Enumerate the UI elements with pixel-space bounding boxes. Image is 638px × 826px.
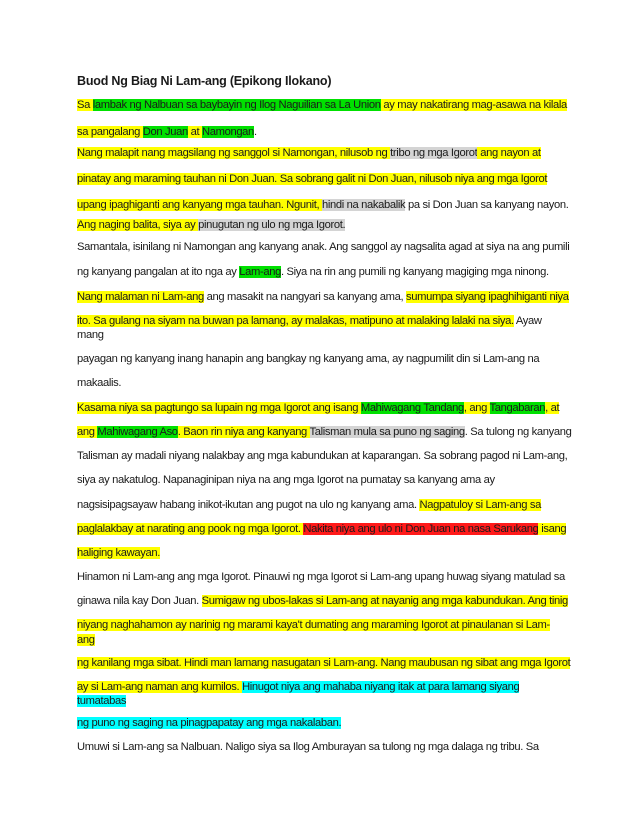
highlight-cyan-segment: ng puno ng saging na pinagpapatay ang mga nakalaban.: [77, 717, 342, 729]
plain-text-segment: Talisman ay madali niyang nalakbay ang mga kabundukan at kaparangan. Sa sobrang pagod ni Lam-ang,: [77, 450, 568, 462]
plain-text-segment: Umuwi si Lam-ang sa Nalbuan. Naligo siya sa Ilog Amburayan sa tulong ng mga dalaga ng tribu. Sa: [77, 741, 539, 753]
highlight-green-segment: Mahiwagang Tandang: [360, 402, 464, 414]
highlight-green-segment: lambak ng Nalbuan sa baybayin ng Ilog Naguilian sa La Union: [92, 99, 381, 111]
highlight-yellow-segment: Kasama niya sa pagtungo sa lupain ng mga Igorot ang isang: [77, 402, 361, 414]
text-line: [77, 522, 566, 536]
text-line: [77, 352, 539, 366]
highlight-yellow-segment: ang nayon at: [477, 147, 541, 159]
text-line: [77, 716, 341, 730]
text-line: [77, 740, 539, 754]
highlight-yellow-segment: at: [187, 126, 202, 138]
text-line: [77, 694, 126, 708]
text-line: [77, 146, 541, 160]
highlight-yellow-segment: haliging kawayan.: [77, 547, 160, 559]
plain-text-segment: makaalis.: [77, 377, 122, 389]
plain-text-segment: ng kanyang pangalan at ito nga ay: [77, 266, 240, 278]
highlight-yellow-segment: upang ipaghiganti ang kanyang mga tauhan. Ngunit,: [77, 199, 322, 211]
highlight-gray-segment: pinugutan ng ulo ng mga Igorot.: [198, 219, 346, 231]
highlight-yellow-segment: Sa: [77, 99, 93, 111]
highlight-yellow-segment: Nang malaman ni Lam-ang: [77, 291, 204, 303]
text-line: [77, 633, 95, 647]
text-line: [77, 218, 345, 232]
text-line: [77, 449, 567, 463]
plain-text-segment: Samantala, isinilang ni Namongan ang kanyang anak. Ang sanggol ay nagsalita agad at siya na ang pumili: [77, 241, 570, 253]
highlight-yellow-segment: Sumigaw ng ubos-lakas si Lam-ang at nayanig ang mga kabundukan. Ang tinig: [201, 595, 568, 607]
text-line: [77, 680, 519, 694]
highlight-green-segment: Don Juan: [142, 126, 188, 138]
text-line: [77, 240, 569, 254]
plain-text-segment: pa si Don Juan sa kanyang nayon.: [405, 199, 569, 211]
highlight-yellow-segment: , at: [545, 402, 560, 414]
plain-text-segment: .: [253, 126, 257, 138]
plain-text-segment: nagsisipagsayaw habang inikot-ikutan ang pugot na ulo ng kanyang ama.: [77, 499, 420, 511]
plain-text-segment: ginawa nila kay Don Juan.: [77, 595, 202, 607]
text-line: [77, 376, 121, 390]
text-line: [77, 425, 571, 439]
highlight-yellow-segment: pinatay ang maraming tauhan ni Don Juan. Sa sobrang galit ni Don Juan, nilusob niya ang mga Igorot: [77, 173, 548, 185]
highlight-yellow-segment: Nagpatuloy si Lam-ang sa: [419, 499, 542, 511]
highlight-yellow-segment: Nang malapit nang magsilang ng sanggol si Namongan, nilusob ng: [77, 147, 391, 159]
plain-text-segment: payagan ng kanyang inang hanapin ang bangkay ng kanyang ama, ay nagpumilit din si Lam-ang na: [77, 353, 540, 365]
text-line: [77, 570, 565, 584]
text-line: [77, 328, 104, 342]
highlight-red-segment: Nakita niya ang ulo ni Don Juan na nasa Sarukang: [303, 523, 539, 535]
text-line: [77, 546, 160, 560]
text-line: [77, 618, 550, 632]
highlight-green-segment: Lam-ang: [239, 266, 281, 278]
text-line: [77, 473, 495, 487]
highlight-gray-segment: Talisman mula sa puno ng saging: [309, 426, 465, 438]
highlight-yellow-segment: paglalakbay at narating ang pook ng mga Igorot.: [77, 523, 304, 535]
text-line: [77, 98, 567, 112]
highlight-yellow-segment: ito. Sa gulang na siyam na buwan pa lamang, ay malakas, matipuno at malaking lalaki na siya.: [77, 315, 514, 327]
highlight-green-segment: Tangabaran: [489, 402, 546, 414]
highlight-yellow-segment: sumumpa siyang ipaghihiganti niya: [405, 291, 569, 303]
plain-text-segment: Hinamon ni Lam-ang ang mga Igorot. Pinauwi ng mga Igorot si Lam-ang upang huwag siyang matulad sa: [77, 571, 565, 583]
highlight-cyan-segment: tumatabas: [77, 695, 127, 707]
highlight-yellow-segment: . Baon rin niya ang kanyang: [177, 426, 310, 438]
text-line: [77, 656, 570, 670]
plain-text-segment: ang masakit na nangyari sa kanyang ama,: [203, 291, 406, 303]
highlight-yellow-segment: ng kanilang mga sibat. Hindi man lamang nasugatan si Lam-ang. Nang maubusan ng sibat ang mga Igorot: [77, 657, 571, 669]
highlight-yellow-segment: ang: [77, 426, 98, 438]
highlight-yellow-segment: sa pangalang: [77, 126, 143, 138]
text-line: [77, 265, 549, 279]
highlight-yellow-segment: ay may nakatirang mag-asawa na kilala: [380, 99, 567, 111]
text-line: [77, 172, 547, 186]
plain-text-segment: Ayaw: [513, 315, 542, 327]
text-line: [77, 594, 568, 608]
highlight-yellow-segment: , ang: [463, 402, 490, 414]
plain-text-segment: . Siya na rin ang pumili ng kanyang magiging mga ninong.: [281, 266, 549, 278]
text-line: [77, 125, 257, 139]
highlight-cyan-segment: Hinugot niya ang mahaba niyang itak at para lamang siyang: [242, 681, 520, 693]
plain-text-segment: . Sa tulong ng kanyang: [464, 426, 572, 438]
text-line: [77, 198, 569, 212]
plain-text-segment: siya ay nakatulog. Napanaginipan niya na ang mga Igorot na pumatay sa kanyang ama ay: [77, 474, 495, 486]
highlight-yellow-segment: ay si Lam-ang naman ang kumilos.: [77, 681, 243, 693]
highlight-gray-segment: tribo ng mga Igorot: [390, 147, 478, 159]
text-line: [77, 314, 542, 328]
text-line: [77, 498, 541, 512]
plain-text-segment: mang: [77, 329, 104, 341]
highlight-yellow-segment: Ang naging balita, siya ay: [77, 219, 199, 231]
highlight-yellow-segment: ang: [77, 634, 95, 646]
highlight-yellow-segment: niyang naghahamon ay narinig ng marami kaya't dumating ang maraming Igorot at pinaulanan si Lam-: [77, 619, 550, 631]
text-line: [77, 290, 569, 304]
document-title: Buod Ng Biag Ni Lam-ang (Epikong Ilokano): [77, 74, 332, 88]
highlight-gray-segment: hindi na nakabalik: [322, 199, 406, 211]
highlight-green-segment: Mahiwagang Aso: [97, 426, 178, 438]
highlight-yellow-segment: isang: [538, 523, 567, 535]
highlight-green-segment: Namongan: [202, 126, 254, 138]
text-line: [77, 401, 559, 415]
